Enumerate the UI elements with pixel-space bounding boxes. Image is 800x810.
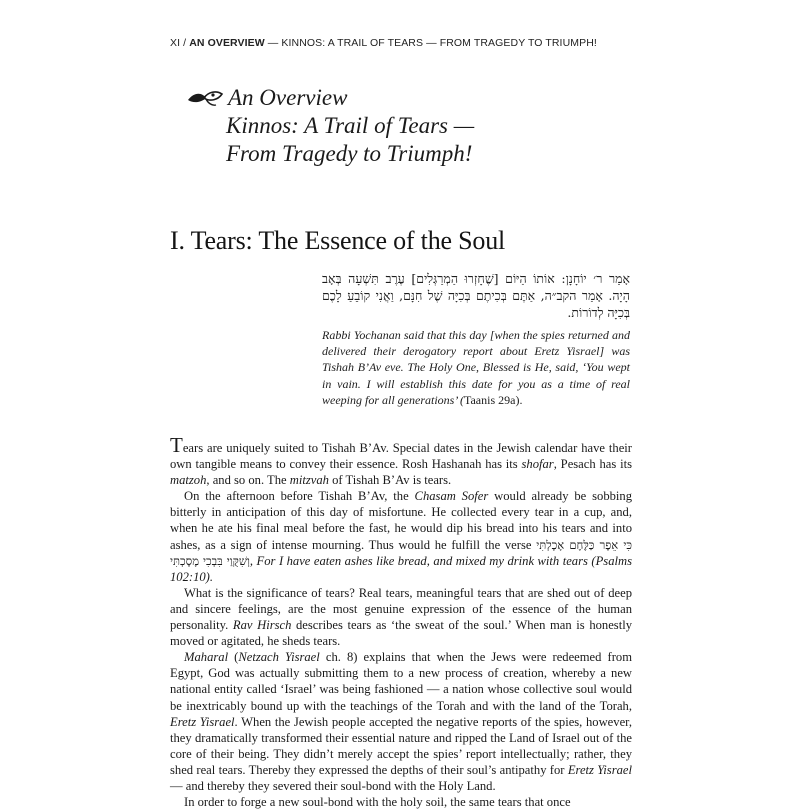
name-chasam-sofer: Chasam Sofer bbox=[414, 489, 489, 504]
text-run: ( bbox=[228, 650, 239, 665]
paragraph-5 bbox=[170, 794, 632, 810]
body-text bbox=[170, 433, 633, 810]
term-shofar: shofar bbox=[521, 457, 554, 472]
overview-heading bbox=[186, 84, 646, 168]
text-run: would already be sobbing bitterly in anticipation of this day of misfortune. He collected every tear in a cup, and, when he ate his final meal before the fast, he would dip his bread into his tears and into ashes, as a sign of intense mourning. Thus would he fulfill the verse bbox=[170, 489, 633, 552]
overview-title: An Overview bbox=[228, 85, 348, 110]
running-head-bold: AN OVERVIEW bbox=[189, 37, 265, 49]
name-maharal: Maharal bbox=[184, 650, 229, 665]
text-run: describes tears as ‘the sweat of the soul.’ When man is honestly moved or agitated, he sheds tears. bbox=[170, 618, 632, 649]
epigraph-source-ref: 29a). bbox=[495, 392, 523, 407]
source-netzach-yisrael: Netzach Yisrael bbox=[238, 650, 320, 665]
paragraph-1 bbox=[170, 433, 632, 488]
hebrew-quote: אָמַר ר׳ יוֹחָנָן: אוֹתוֹ הַיּוֹם [שֶׁחָזְרוּ הַמְרַגְּלִים] עֶרֶב תִּשְׁעָה בְּאָב הָיָה. אָמַר הקב״ה, אַתֶּם בְּכִיתֶם בְּכִיָּה שֶׁל חִנָּם, וַאֲנִי קוֹבֵעַ לָכֶם בְּכִיָּה לְדוֹרוֹת. bbox=[322, 271, 630, 320]
verse-translation: , For I have eaten ashes like bread, and mixed my drink with tears ( bbox=[249, 553, 596, 568]
term-eretz-yisrael: Eretz Yisrael bbox=[170, 714, 235, 729]
running-head bbox=[170, 37, 640, 49]
overview-line-2: Kinnos: A Trail of Tears — bbox=[226, 113, 475, 138]
text-run: In order to forge a new soul-bond with the holy soil, the same tears that once bbox=[184, 795, 571, 810]
section-title: I. Tears: The Essence of the Soul bbox=[170, 226, 506, 255]
term-matzoh: matzoh bbox=[170, 473, 207, 488]
overview-line-1 bbox=[186, 84, 646, 112]
paragraph-3 bbox=[170, 585, 632, 649]
overview-line-3: From Tragedy to Triumph! bbox=[226, 141, 473, 166]
epigraph-text: Rabbi Yochanan said that this day [when the spies returned and delivered their derogatory report about Eretz Yisrael] was Tishah B’Av eve. The Holy One, Blessed is He, said, ‘You wept in vain. I will establish this date for you as a time of real weeping for all generations’ ( bbox=[322, 328, 630, 407]
term-eretz-yisrael: Eretz Yisrael bbox=[567, 762, 632, 777]
leaf-ornament-icon bbox=[186, 88, 224, 108]
epigraph-translation bbox=[322, 327, 630, 408]
text-run: , Pesach has its bbox=[553, 457, 632, 472]
epigraph-source: Taanis bbox=[463, 392, 496, 407]
text-run: 102:10). bbox=[170, 569, 214, 584]
name-rav-hirsch: Rav Hirsch bbox=[232, 618, 292, 633]
text-run: On the afternoon before Tishah B’Av, the bbox=[184, 489, 415, 504]
text-run: — and thereby they severed their soul-bond with the Holy Land. bbox=[170, 778, 496, 793]
running-head-prefix: XI / bbox=[170, 37, 190, 49]
text-run: What is the significance of tears? Real tears, meaningful tears that are shed out of deep and sincere feelings, are the most genuine expression of the essence of the human personality. bbox=[170, 585, 632, 633]
text-run: . When the Jewish people accepted the negative reports of the spies, however, they dramatically transformed their essential nature and ripped the Land of Israel out of the core of their being. They didn’t merely accept the spies’ report intellectually; rather, they shed real tears. Thereby they expressed the depths of their soul’s antipathy for bbox=[170, 714, 632, 777]
paragraph-2 bbox=[170, 488, 632, 585]
paragraph-4 bbox=[170, 649, 632, 794]
text-run: of Tishah B’Av is tears. bbox=[328, 473, 452, 488]
text-run: ears are uniquely suited to Tishah B’Av. Special dates in the Jewish calendar have their own tangible means to convey their essence. Rosh Hashanah has its bbox=[170, 441, 632, 472]
source-psalms: Psalms bbox=[595, 553, 632, 568]
drop-cap: T bbox=[170, 433, 183, 457]
running-head-rest: — KINNOS: A TRAIL OF TEARS — FROM TRAGEDY TO TRIUMPH! bbox=[264, 37, 597, 49]
hebrew-verse: כִּי אֵפֶר כַּלֶּחֶם אָכָלְתִּי וְשִׁקֻּוַי בִּבְכִי מָסָכְתִּי bbox=[170, 537, 633, 568]
text-run: , and so on. The bbox=[206, 473, 290, 488]
term-mitzvah: mitzvah bbox=[289, 473, 329, 488]
text-run: ch. 8) explains that when the Jews were redeemed from Egypt, God was actually submitting them to a new process of creation, whereby a new national entity called ‘Israel’ was being fashioned — a nation whose collective soul would be inextricably bound up with the teachings of the Torah and with the land of the Torah, bbox=[170, 650, 633, 713]
